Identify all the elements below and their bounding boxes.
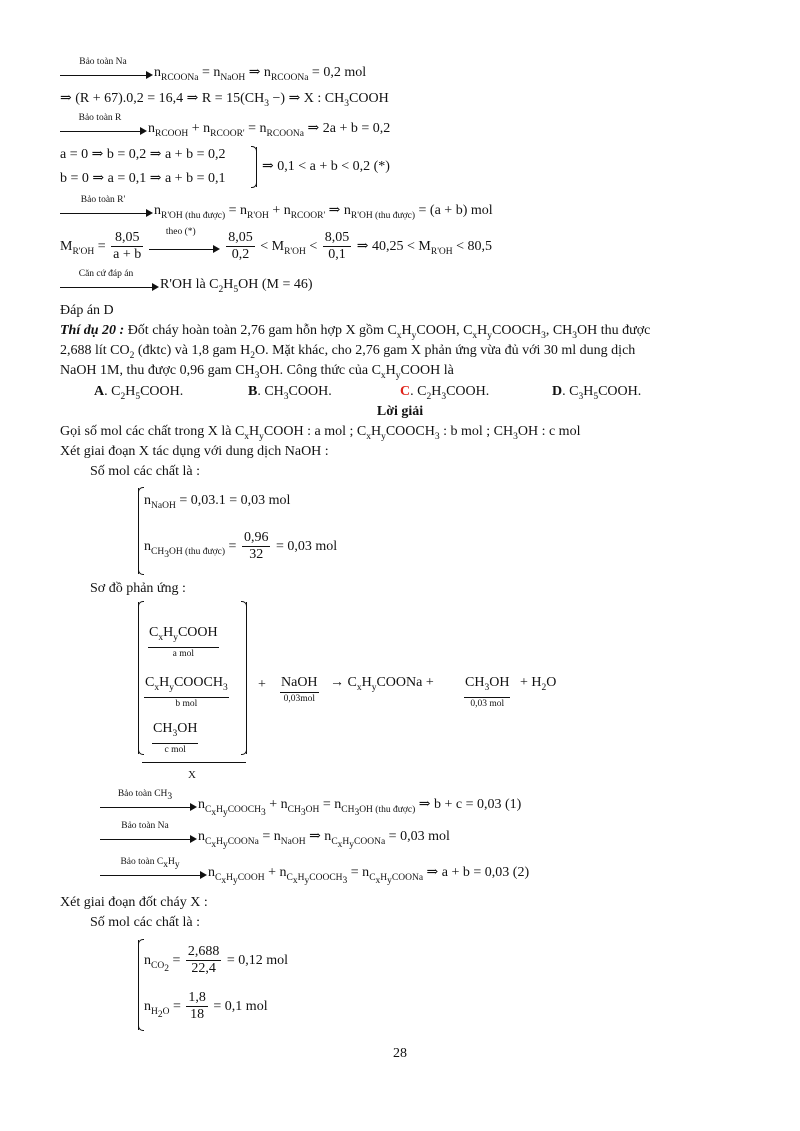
arrow-label: theo (*) (165, 227, 196, 237)
case-b: b = 0 ⇒ a = 0,1 ⇒ a + b = 0,1 (60, 171, 226, 186)
eq-line-10: Bảo toàn Na $n_{C_xH_yCOONa} = n_{NaOH}$ ⇒ $n_{C_xH_yCOONa} = 0,03$ mol (100, 828, 450, 854)
fraction: $\frac{2,688}{22,4}$ (187, 944, 220, 977)
case-conclusion: ⇒ 0,1 < a + b < 0,2 (*) (262, 159, 390, 174)
eq-line-2: ⇒ (R + 67).0,2 = 16,4 ⇒ $R = 15(CH_3$ −) ⇒ X : $CH_3COOH$ (60, 91, 389, 109)
solution-line-4: Sơ đồ phản ứng : (90, 581, 186, 596)
product-ch3oh: $CH_3OH$ 0,03 mol (465, 675, 510, 709)
mol-ch3oh: $n_{CH_3OH (thu được)}$ = $\frac{0,96}{32}$ = 0,03 mol (144, 530, 338, 563)
problem-line-1: Thí dụ 20 : Đốt cháy hoàn toàn 2,76 gam hỗn hợp X gồm $C_xH_yCOOH$, $C_xH_yCOOCH_3$, $CH_3OH$ thu được (60, 323, 651, 341)
eq-line-6: $M_{R'OH}$ = $\frac{8,05}{a + b}$ theo (*) $\frac{8,05}{0,2}$ < $M_{R'OH}$ < $\frac{8,05}{0,1}$ ⇒ $40,25 < M_{R'OH} < 80,5$ (60, 227, 493, 263)
arrow-label: Căn cứ đáp án (78, 269, 134, 279)
left-brace (138, 940, 143, 1030)
problem-line-3: NaOH 1M, thu được 0,96 gam $CH_3OH$. Công thức của $C_xH_yCOOH$ là (60, 363, 454, 381)
answer-line: Đáp án D (60, 303, 114, 318)
solution-line-2: Xét giai đoạn X tác dụng với dung dịch NaOH : (60, 444, 329, 459)
compound-2: $C_xH_yCOOCH_3$ b mol (145, 675, 228, 709)
solution-line-5: Xét giai đoạn đốt cháy X : (60, 895, 208, 910)
scheme-plus: + (258, 677, 266, 692)
arrow-label: Bảo toàn R' (80, 195, 126, 205)
eq-line-7: Căn cứ đáp án R'OH là $C_2H_5OH$ (M = 46) (60, 276, 313, 299)
reaction-scheme-x (138, 602, 250, 764)
arrow-label: Bảo toàn $CH_3$ (117, 789, 173, 802)
fraction: $\frac{1,8}{18}$ (188, 990, 206, 1023)
fraction: $\frac{8,05}{a + b}$ (113, 230, 142, 263)
option-d: D. $C_3H_5COOH$. (552, 384, 642, 402)
mol-naoh: $n_{NaOH} = 0,03.1 = 0,03$ mol (144, 493, 291, 511)
product-water: + $H_2O$ (520, 675, 557, 693)
solution-line-6: Số mol các chất là : (90, 915, 201, 930)
reagent-naoh: NaOH 0,03mol (281, 675, 318, 704)
arrow-label: Bảo toàn Na (121, 821, 169, 831)
arrow-label: Bảo toàn $C_xH_y$ (120, 857, 180, 870)
solution-line-1: Gọi số mol các chất trong X là $C_xH_yCOOH$ : a mol ; $C_xH_yCOOCH_3$ : b mol ; $CH_3OH$ : c mol (60, 424, 581, 442)
example-label: Thí dụ 20 : (60, 323, 125, 338)
mol-co2: $n_{CO_2}$ = $\frac{2,688}{22,4}$ = 0,12 mol (144, 944, 289, 977)
fraction: $\frac{0,96}{32}$ (243, 530, 269, 563)
arrow-label: Bảo toàn Na (79, 57, 127, 67)
arrow-label: Bảo toàn R (78, 113, 122, 123)
option-a: A. $C_2H_5COOH$. (94, 384, 184, 402)
solution-title: Lời giải (376, 404, 424, 419)
eq-line-3: Bảo toàn R $n_{RCOOH} + n_{RCOOR'} = n_{RCOONa}$ ⇒ 2a + b = 0,2 (60, 120, 390, 143)
eq-line-1: Bảo toàn Na $n_{RCOONa} = n_{NaOH}$ ⇒ $n_{RCOONa} = 0,2$ mol (60, 64, 366, 87)
page-number: 28 (393, 1046, 407, 1061)
option-c: C. $C_2H_3COOH$. (400, 384, 490, 402)
solution-line-3: Số mol các chất là : (90, 464, 201, 479)
fraction: $\frac{8,05}{0,2}$ (228, 230, 253, 263)
left-brace (138, 488, 143, 574)
eq-line-9: Bảo toàn $CH_3$ $n_{C_xH_yCOOCH_3} + n_{CH_3OH} = n_{CH_3OH (thu được)}$ ⇒ b + c = 0,03 (1) (100, 796, 521, 822)
compound-3: $CH_3OH$ c mol (153, 721, 198, 755)
product-salt: → $C_xH_yCOONa$ + (330, 675, 434, 693)
problem-line-2: 2,688 lít $CO_2$ (đktc) và 1,8 gam $H_2O$. Mặt khác, cho 2,76 gam X phản ứng vừa đủ với 30 ml dung dịch (60, 343, 636, 361)
case-a: a = 0 ⇒ b = 0,2 ⇒ a + b = 0,2 (60, 147, 226, 162)
compound-1: $C_xH_yCOOH$ a mol (149, 625, 218, 659)
mol-h2o: $n_{H_2O}$ = $\frac{1,8}{18}$ = 0,1 mol (144, 990, 268, 1023)
right-brace (252, 147, 257, 187)
option-b: B. $CH_3COOH$. (248, 384, 332, 402)
eq-line-5: Bảo toàn R' $n_{R'OH (thu được)} = n_{R'OH} + n_{RCOOR'}$ ⇒ $n_{R'OH (thu được)} = (a + b)$ mol (60, 202, 493, 225)
scheme-x-label: X (188, 769, 196, 781)
fraction: $\frac{8,05}{0,1}$ (324, 230, 350, 263)
eq-line-11: Bảo toàn $C_xH_y$ $n_{C_xH_yCOOH} + n_{C_xH_yCOOCH_3} = n_{C_xH_yCOONa}$ ⇒ a + b = 0,03 (2) (100, 864, 529, 890)
